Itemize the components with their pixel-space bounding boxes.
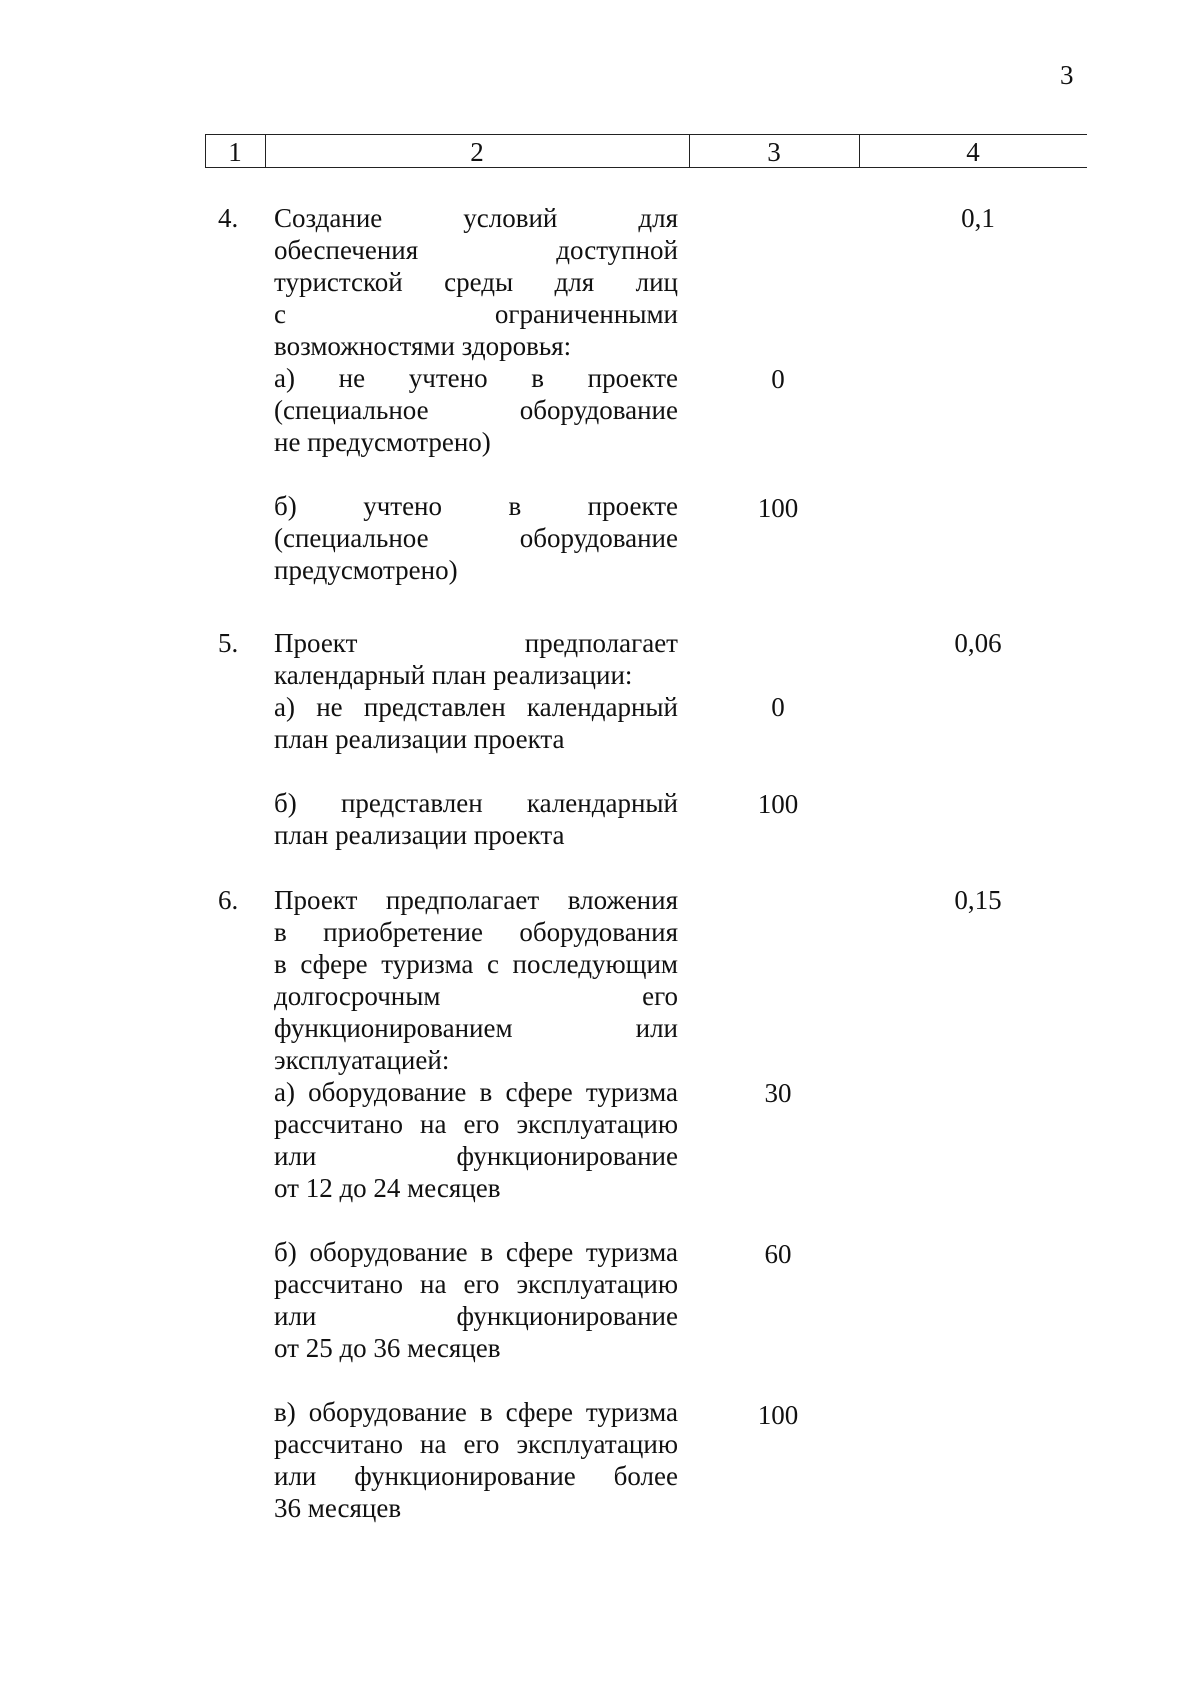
option-score: 100 (757, 492, 799, 523)
option-text-line: предусмотрено) (274, 555, 458, 585)
criterion-number: 4. (218, 203, 239, 233)
option-text-line: или функционирование (274, 1301, 678, 1331)
criterion-title-line: календарный план реализации: (274, 660, 633, 690)
option-text-line: б) учтено в проекте (274, 491, 678, 521)
option-score: 60 (764, 1239, 792, 1270)
criterion-number: 5. (218, 628, 239, 658)
header-cell-4: 4 (966, 137, 980, 167)
option-spacer (274, 1364, 678, 1396)
criterion-title-line: функционированием или (274, 1013, 678, 1043)
option-text-line: от 25 до 36 месяцев (274, 1333, 501, 1363)
criterion-title-line: эксплуатацией: (274, 1045, 450, 1075)
criterion-text (274, 884, 678, 1524)
criterion-title-line: с ограниченными (274, 299, 678, 329)
criterion-title-line: туристской среды для лиц (274, 267, 678, 297)
option-text-line: план реализации проекта (274, 820, 565, 850)
option-text-line: рассчитано на его эксплуатацию (274, 1109, 678, 1139)
header-cell-1: 1 (228, 137, 242, 167)
option-text-line: или функционирование более (274, 1461, 678, 1491)
criterion-title-line: долгосрочным его (274, 981, 678, 1011)
criterion-weight: 0,15 (954, 885, 1002, 915)
criterion-weight: 0,06 (954, 628, 1002, 658)
criterion-title-line: Создание условий для (274, 203, 678, 233)
option-text-line: (специальное оборудование (274, 395, 678, 425)
option-spacer (274, 755, 678, 787)
option-text-line: б) оборудование в сфере туризма (274, 1237, 678, 1267)
criterion-weight: 0,1 (961, 203, 995, 233)
criterion-number: 6. (218, 885, 239, 915)
option-text-line: рассчитано на его эксплуатацию (274, 1269, 678, 1299)
criterion-title-line: Проект предполагает вложения (274, 885, 678, 915)
option-text-line: а) не учтено в проекте (274, 363, 678, 393)
option-score: 100 (757, 1400, 799, 1431)
header-cell-2: 2 (470, 137, 484, 167)
option-text-line: не предусмотрено) (274, 427, 491, 457)
option-score: 100 (757, 789, 799, 819)
criterion-text (274, 627, 678, 851)
option-text-line: от 12 до 24 месяцев (274, 1173, 501, 1203)
option-spacer (274, 458, 678, 490)
criterion-title-line: Проект предполагает (274, 628, 678, 658)
option-score: 0 (771, 692, 785, 723)
table-header (205, 134, 1087, 170)
option-text-line: или функционирование (274, 1141, 678, 1171)
option-text-line: рассчитано на его эксплуатацию (274, 1429, 678, 1459)
option-score: 30 (764, 1078, 792, 1109)
option-text-line: в) оборудование в сфере туризма (274, 1397, 678, 1427)
criterion-title-line: в сфере туризма с последующим (274, 949, 678, 979)
option-spacer (274, 1204, 678, 1236)
option-text-line: план реализации проекта (274, 724, 565, 754)
option-score: 0 (771, 364, 785, 394)
criterion-title-line: возможностями здоровья: (274, 331, 572, 361)
header-top-rule (205, 134, 1087, 135)
criterion-title-line: в приобретение оборудования (274, 917, 678, 947)
option-text-line: 36 месяцев (274, 1493, 402, 1523)
page-number: 3 (1060, 60, 1074, 90)
option-text-line: (специальное оборудование (274, 523, 678, 553)
header-cell-3: 3 (767, 137, 781, 167)
criterion-text (274, 202, 678, 586)
criterion-title-line: обеспечения доступной (274, 235, 678, 265)
option-text-line: а) не представлен календарный (274, 692, 678, 722)
option-text-line: а) оборудование в сфере туризма (274, 1077, 678, 1107)
option-text-line: б) представлен календарный (274, 788, 678, 818)
